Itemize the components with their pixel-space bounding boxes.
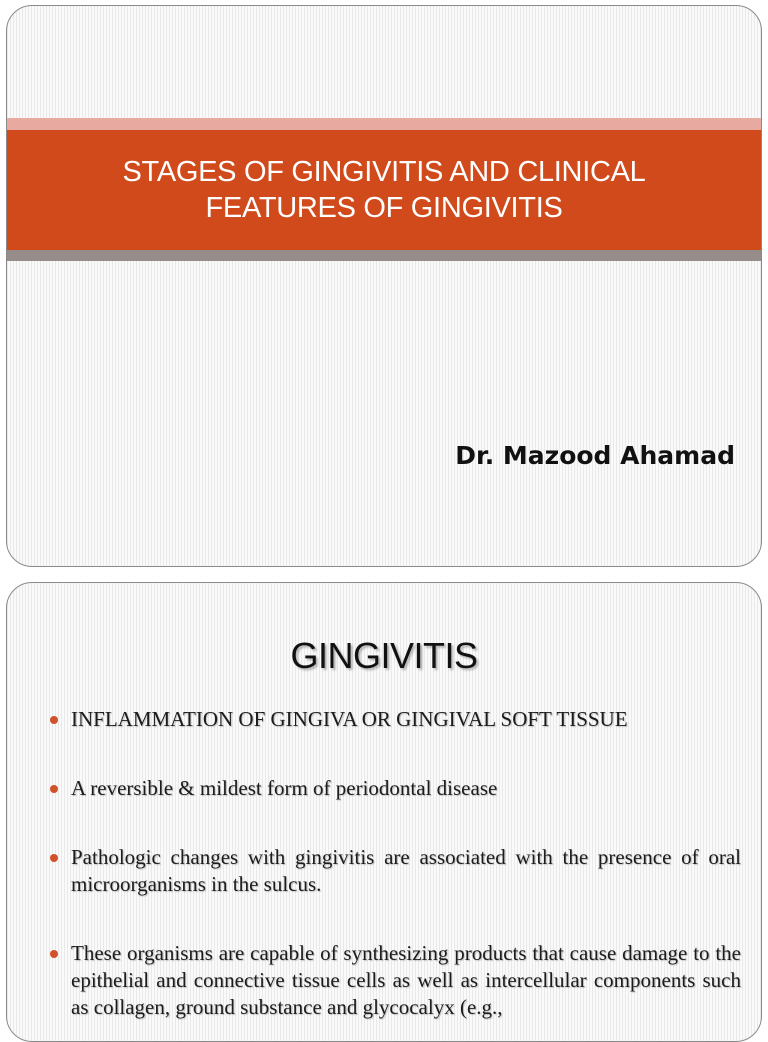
bullet-dot-icon (50, 785, 58, 793)
title-bottom-accent-strip (7, 250, 761, 261)
slide-title-line-1: STAGES OF GINGIVITIS AND CLINICAL (122, 156, 646, 188)
content-slide (6, 582, 762, 1042)
slide-heading: GINGIVITIS (290, 635, 478, 676)
bullet-text: These organisms are capable of synthesizing products that cause damage to the epithelial and connective tissue cells as well as intercellular components such as collagen, ground substance and glycocalyx (e.g., (71, 941, 741, 1019)
bullet-text: INFLAMMATION OF GINGIVA OR GINGIVAL SOFT TISSUE (71, 707, 628, 731)
bullet-item (47, 844, 741, 898)
bullet-list (47, 706, 741, 1021)
slide-title-line-2: FEATURES OF GINGIVITIS (205, 192, 563, 224)
bullet-text: A reversible & mildest form of periodontal disease (71, 776, 498, 800)
bullet-dot-icon (50, 716, 58, 724)
bullet-text: Pathologic changes with gingivitis are associated with the presence of oral microorganisms in the sulcus. (71, 845, 741, 896)
bullet-item (47, 706, 741, 733)
bullet-item (47, 940, 741, 1021)
title-band (7, 130, 761, 250)
title-top-accent-strip (7, 118, 761, 130)
bullet-dot-icon (50, 950, 58, 958)
bullet-dot-icon (50, 854, 58, 862)
bullet-item (47, 775, 741, 802)
title-slide (6, 5, 762, 567)
author-name: Dr. Mazood Ahamad (455, 441, 735, 470)
